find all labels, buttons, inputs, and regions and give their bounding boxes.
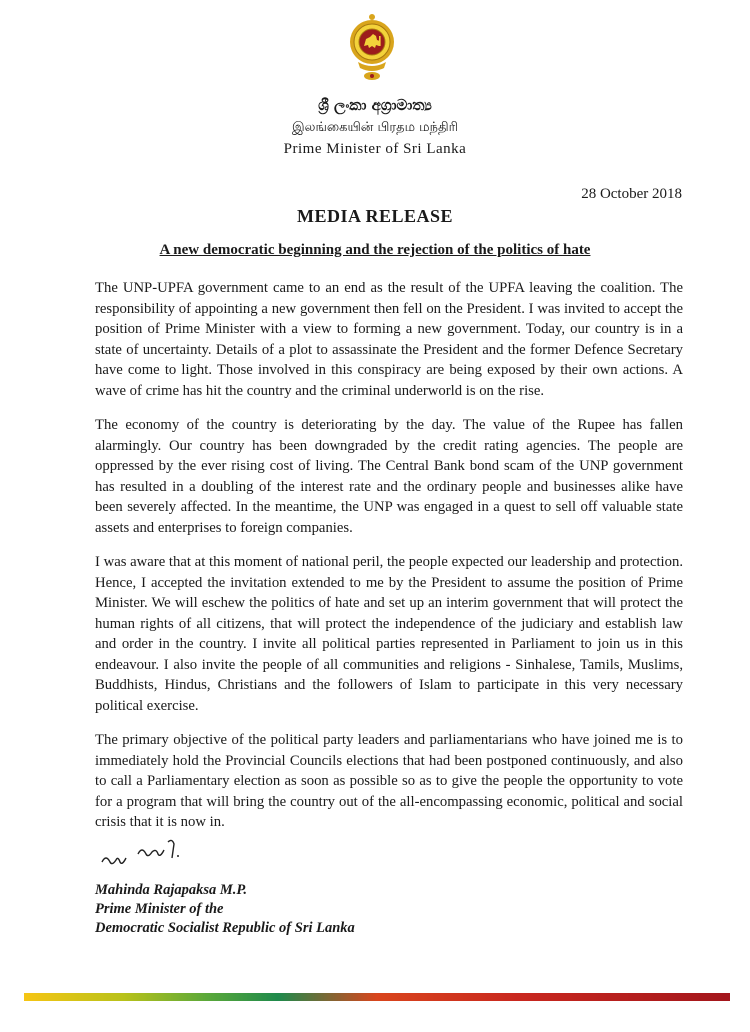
header-sinhala: ශ්‍රී ලංකා අග්‍රාමාත්‍ය: [318, 96, 432, 114]
header-english: Prime Minister of Sri Lanka: [283, 141, 467, 157]
signatory-title-1: Prime Minister of the: [95, 901, 224, 917]
page-title: MEDIA RELEASE: [296, 206, 454, 226]
paragraph-3: I was aware that at this moment of national peril, the people expected our leadership and protection. Hence, I accepted the invitation extended to me by the President to assume the position of Prime Minister. We will eschew the politics of hate and set up an interim government that will protect the human rights of all citizens, that will protect the independence of the judiciary and establish law and order in the country. I invite all political parties represented in Parliament to join us in this endeavour. I also invite the people of all communities and religions - Sinhalese, Tamils, Muslims, Buddhists, Hindus, Christians and the followers of Islam to participate in this very necessary political exercise.: [95, 554, 683, 714]
sri-lanka-emblem-icon: [348, 12, 396, 84]
signatory-name: Mahinda Rajapaksa M.P.: [95, 882, 248, 898]
paragraph-2: The economy of the country is deteriorating by the day. The value of the Rupee has fallen alarmingly. Our country has been downgraded by the credit rating agencies. The people are oppressed by the ever rising cost of living. The Central Bank bond scam of the UNP government has resulted in a doubling of the interest rate and the ordinary people and businesses alike have been severely affected. In the meantime, the UNP was engaged in a quest to sell off valuable state assets and enterprises to foreign companies.: [95, 417, 683, 536]
paragraph-1: The UNP-UPFA government came to an end as the result of the UPFA leaving the coalition. The responsibility of appointing a new government then fell on the President. I was invited to accept the position of Prime Minister with a view to forming a new government. Today, our country is in a state of uncertainty. Details of a plot to assassinate the President and the former Defence Secretary have come to light. Those involved in this conspiracy are being exposed by their own actions. A wave of crime has hit the country and the criminal underworld is on the rise.: [95, 280, 683, 399]
paragraph-4: The primary objective of the political party leaders and parliamentarians who have joined me is to immediately hold the Provincial Councils elections that had been postponed continuously, and also to call a Parliamentary election as soon as possible so as to give the people the opportunity to vote for a program that will bring the country out of the all-encompassing economic, political and social crisis that it is now in.: [95, 732, 683, 830]
subtitle: A new democratic beginning and the rejection of the politics of hate: [159, 242, 591, 258]
release-date: 28 October 2018: [581, 186, 682, 202]
footer-color-bar: [24, 993, 730, 1001]
signature-block: [95, 881, 355, 938]
header-tamil: இலங்கையின் பிரதம மந்திரி: [292, 120, 458, 135]
signatory-title-2: Democratic Socialist Republic of Sri Lanka: [95, 920, 355, 936]
body-text: [95, 278, 683, 847]
handwritten-signature: [98, 832, 198, 874]
